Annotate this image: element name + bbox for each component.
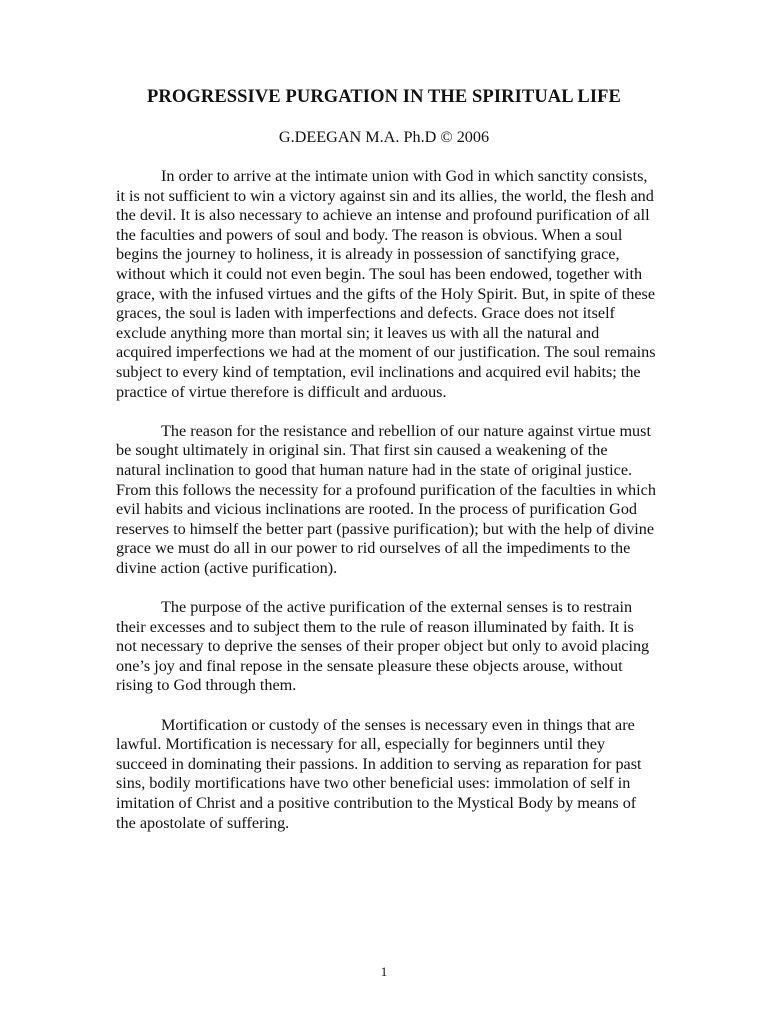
author-line: G.DEEGAN M.A. Ph.D © 2006 (278, 128, 490, 146)
document-body (116, 167, 656, 853)
paragraph: In order to arrive at the intimate union with God in which sanctity consists, it is not sufficient to win a victory against sin and its allies, the world, the flesh and the devil. It is also necessary to achieve an intense and profound purification of all the faculties and powers of soul and body. The reason is obvious. When a soul begins the journey to holiness, it is already in possession of sanctifying grace, without which it could not even begin. The soul has been endowed, together with grace, with the infused virtues and the gifts of the Holy Spirit. But, in spite of these graces, the soul is laden with imperfections and defects. Grace does not itself exclude anything more than mortal sin; it leaves us with all the natural and acquired imperfections we had at the moment of our justification. The soul remains subject to every kind of temptation, evil inclinations and acquired evil habits; the practice of virtue therefore is difficult and arduous. (116, 167, 656, 401)
paragraph: The reason for the resistance and rebellion of our nature against virtue must be sought ultimately in original sin. That first sin caused a weakening of the natural inclination to good that human nature had in the state of original justice. From this follows the necessity for a profound purification of the faculties in which evil habits and vicious inclinations are rooted. In the process of purification God reserves to himself the better part (passive purification); but with the help of divine grace we must do all in our power to rid ourselves of all the impediments to the divine action (active purification). (116, 421, 656, 577)
page-number: 1 (380, 964, 388, 979)
paragraph: The purpose of the active purification of the external senses is to restrain their excesses and to subject them to the rule of reason illuminated by faith. It is not necessary to deprive the senses of their proper object but only to avoid placing one’s joy and final repose in the sensate pleasure these objects arouse, without rising to God through them. (116, 598, 650, 695)
document-title: PROGRESSIVE PURGATION IN THE SPIRITUAL LIFE (147, 87, 621, 107)
paragraph: Mortification or custody of the senses is necessary even in things that are lawful. Mortification is necessary for all, especially for beginners until they succeed in dominating their passions. In addition to serving as reparation for past sins, bodily mortifications have two other beneficial uses: immolation of self in imitation of Christ and a positive contribution to the Mystical Body by means of the apostolate of suffering. (116, 715, 642, 832)
